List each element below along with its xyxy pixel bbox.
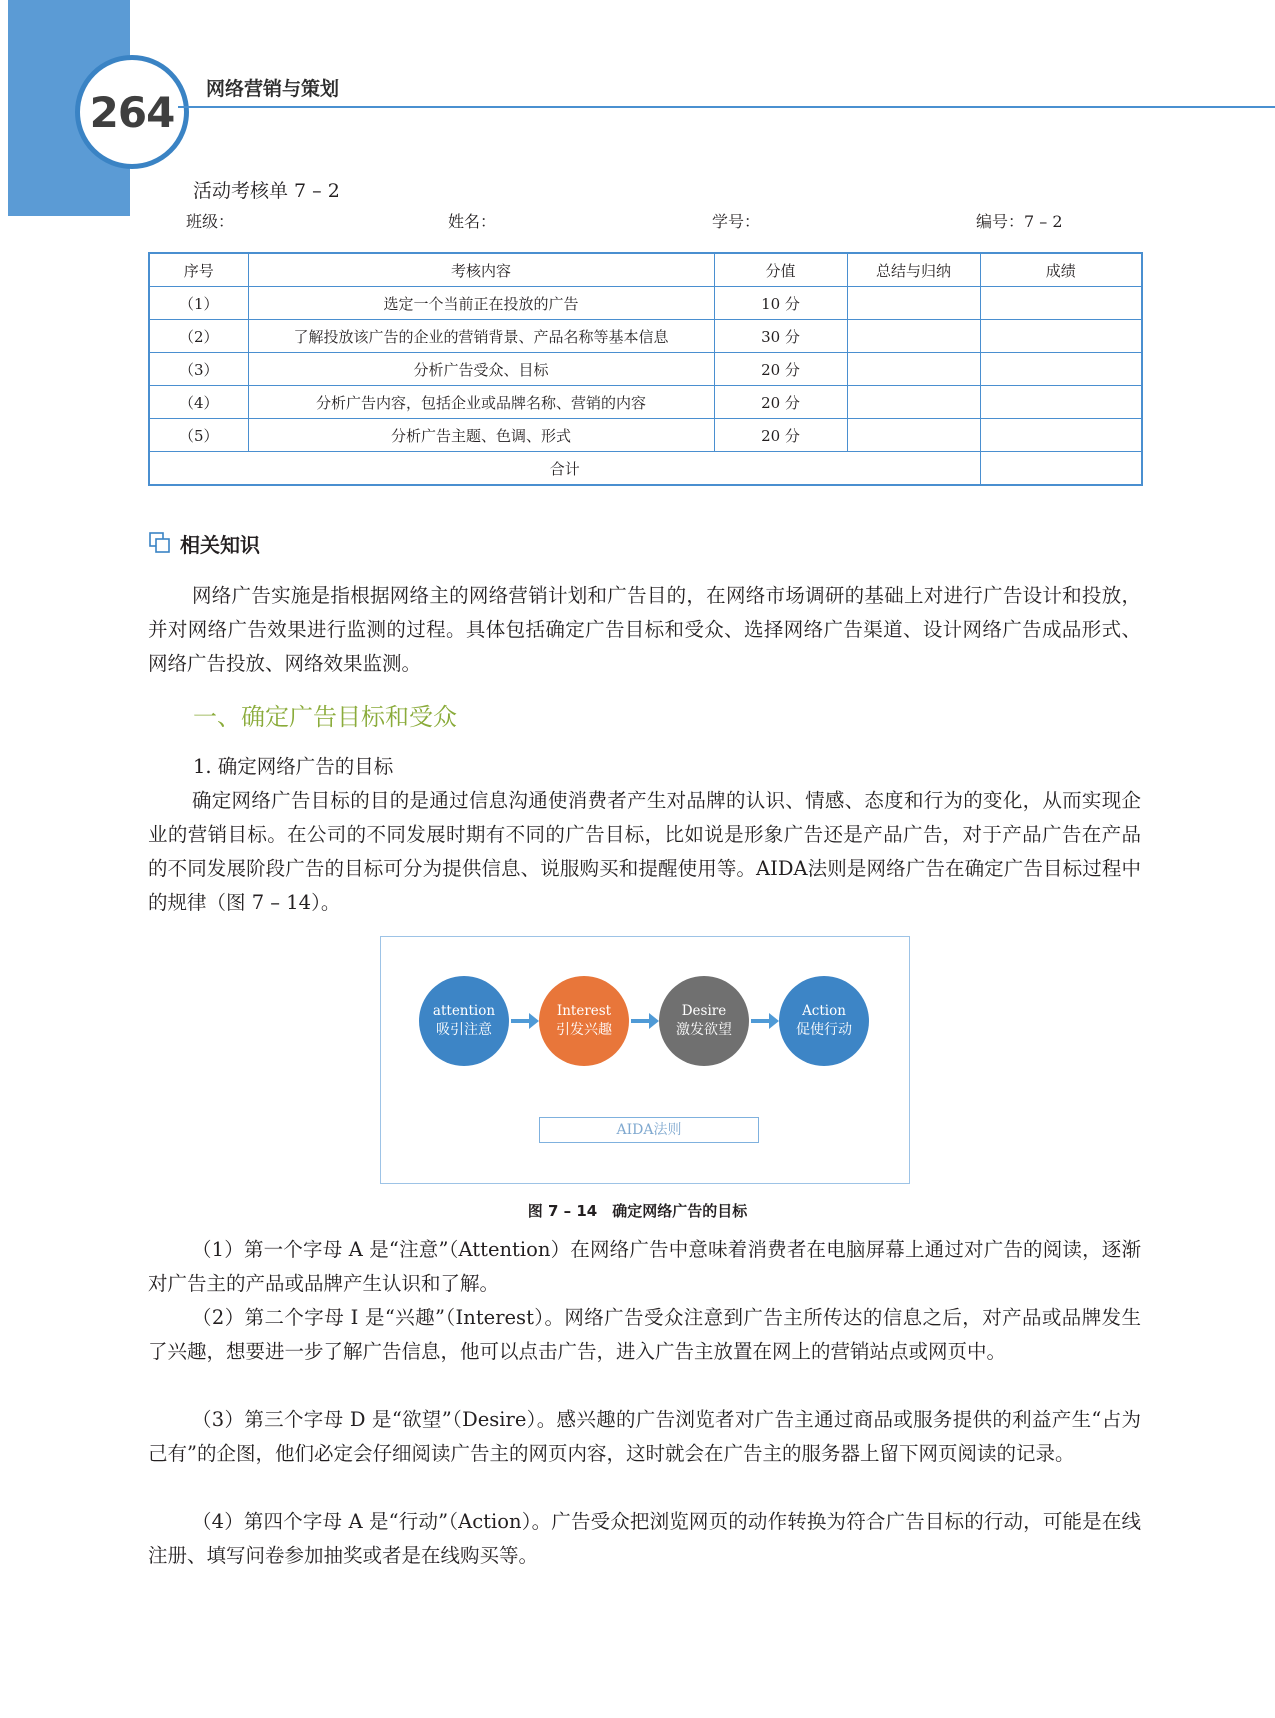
sub-title: 1. 确定网络广告的目标 — [193, 755, 394, 778]
table-row — [149, 419, 1142, 452]
arrow-connector — [511, 1019, 531, 1023]
summary-cell — [847, 287, 980, 320]
code-label: 编号：7 – 2 — [976, 212, 1063, 231]
row-content: 了解投放该广告的企业的营销背景、产品名称等基本信息 — [248, 320, 714, 353]
checklist-title: 活动考核单 7 – 2 — [193, 180, 340, 202]
intro-paragraph: 网络广告实施是指根据网络主的网络营销计划和广告目的，在网络市场调研的基础上对进行广告设计和投放，并对网络广告效果进行监测的过程。具体包括确定广告目标和受众、选择网络广告渠道、设计网络广告成品形式、网络广告投放、网络效果监测。 — [148, 584, 1141, 675]
book-title: 网络营销与策划 — [206, 78, 340, 100]
aida-figure — [380, 936, 910, 1184]
row-score: 10 分 — [714, 287, 847, 320]
summary-cell — [847, 320, 980, 353]
student-id-label: 学号： — [712, 212, 761, 231]
table-row — [149, 386, 1142, 419]
node-chinese-label: 促使行动 — [796, 1022, 852, 1038]
point-paragraph: （2）第二个字母 I 是“兴趣”（Interest）。网络广告受众注意到广告主所传达的信息之后，对产品或品牌发生了兴趣，想要进一步了解广告信息，他可以点击广告，进入广告主放置在网上的营销站点或网页中。 — [148, 1306, 1141, 1363]
column-header: 序号 — [149, 253, 248, 287]
aida-node-action — [779, 976, 869, 1066]
header-pixel-decoration — [112, 196, 120, 204]
row-content: 分析广告内容，包括企业或品牌名称、营销的内容 — [248, 386, 714, 419]
summary-cell — [847, 386, 980, 419]
arrowhead — [769, 1013, 779, 1029]
row-score: 20 分 — [714, 419, 847, 452]
row-content: 分析广告受众、目标 — [248, 353, 714, 386]
arrowhead — [529, 1013, 539, 1029]
node-english-label: Action — [802, 1003, 846, 1019]
evaluation-table — [148, 252, 1143, 486]
aida-node-interest — [539, 976, 629, 1066]
node-english-label: Interest — [556, 1003, 612, 1019]
header-rule — [178, 106, 1275, 108]
total-row — [149, 452, 1142, 486]
row-score: 20 分 — [714, 353, 847, 386]
section-title: 一、确定广告目标和受众 — [193, 703, 457, 731]
arrow-connector — [751, 1019, 771, 1023]
point-paragraph: （1）第一个字母 A 是“注意”（Attention）在网络广告中意味着消费者在电脑屏幕上通过对广告的阅读，逐渐对广告主的产品或品牌产生认识和了解。 — [148, 1238, 1141, 1295]
aida-node-desire — [659, 976, 749, 1066]
related-knowledge-heading: 相关知识 — [180, 533, 260, 557]
grade-cell — [980, 287, 1142, 320]
figure-caption: 图 7 – 14 确定网络广告的目标 — [527, 1202, 748, 1220]
header-pixel-decoration — [108, 206, 114, 212]
column-header: 考核内容 — [248, 253, 714, 287]
table-row — [149, 353, 1142, 386]
section-icon — [149, 532, 171, 554]
arrow-connector — [631, 1019, 651, 1023]
grade-cell — [980, 353, 1142, 386]
total-label: 合计 — [149, 452, 980, 486]
point-paragraph: （4）第四个字母 A 是“行动”（Action）。广告受众把浏览网页的动作转换为符合广告目标的行动，可能是在线注册、填写问卷参加抽奖或者是在线购买等。 — [148, 1510, 1141, 1567]
table-row — [149, 287, 1142, 320]
point-paragraph: （3）第三个字母 D 是“欲望”（Desire）。感兴趣的广告浏览者对广告主通过商品或服务提供的利益产生“占为己有”的企图，他们必定会仔细阅读广告主的网页内容，这时就会在广告主的服务器上留下网页阅读的记录。 — [148, 1408, 1141, 1465]
node-chinese-label: 激发欲望 — [676, 1022, 732, 1038]
grade-cell — [980, 386, 1142, 419]
page-number-badge — [75, 55, 189, 169]
column-header: 总结与归纳 — [847, 253, 980, 287]
column-header: 分值 — [714, 253, 847, 287]
row-score: 30 分 — [714, 320, 847, 353]
row-score: 20 分 — [714, 386, 847, 419]
row-content: 选定一个当前正在投放的广告 — [248, 287, 714, 320]
class-label: 班级： — [186, 212, 235, 231]
summary-cell — [847, 419, 980, 452]
node-english-label: Desire — [681, 1003, 727, 1019]
row-number: （1） — [149, 287, 248, 320]
table-row — [149, 320, 1142, 353]
column-header: 成绩 — [980, 253, 1142, 287]
name-label: 姓名： — [448, 212, 497, 231]
grade-cell — [980, 320, 1142, 353]
grade-cell — [980, 419, 1142, 452]
row-number: （5） — [149, 419, 248, 452]
body-paragraph: 确定网络广告目标的目的是通过信息沟通使消费者产生对品牌的认识、情感、态度和行为的变化，从而实现企业的营销目标。在公司的不同发展时期有不同的广告目标，比如说是形象广告还是产品广告，对于产品广告在产品的不同发展阶段广告的目标可分为提供信息、说服购买和提醒使用等。AIDA法则是网络广告在确定广告目标过程中的规律（图 7 – 14）。 — [148, 789, 1141, 914]
summary-cell — [847, 353, 980, 386]
aida-label: AIDA法则 — [539, 1117, 759, 1143]
row-number: （2） — [149, 320, 248, 353]
row-number: （4） — [149, 386, 248, 419]
table-header-row — [149, 253, 1142, 287]
row-number: （3） — [149, 353, 248, 386]
node-chinese-label: 吸引注意 — [436, 1022, 492, 1038]
node-chinese-label: 引发兴趣 — [556, 1022, 612, 1038]
header-pixel-decoration — [100, 190, 110, 200]
row-content: 分析广告主题、色调、形式 — [248, 419, 714, 452]
node-english-label: attention — [432, 1003, 496, 1019]
page-number: 264 — [89, 87, 175, 137]
aida-node-attention — [419, 976, 509, 1066]
arrowhead — [649, 1013, 659, 1029]
total-grade-cell — [980, 452, 1142, 486]
